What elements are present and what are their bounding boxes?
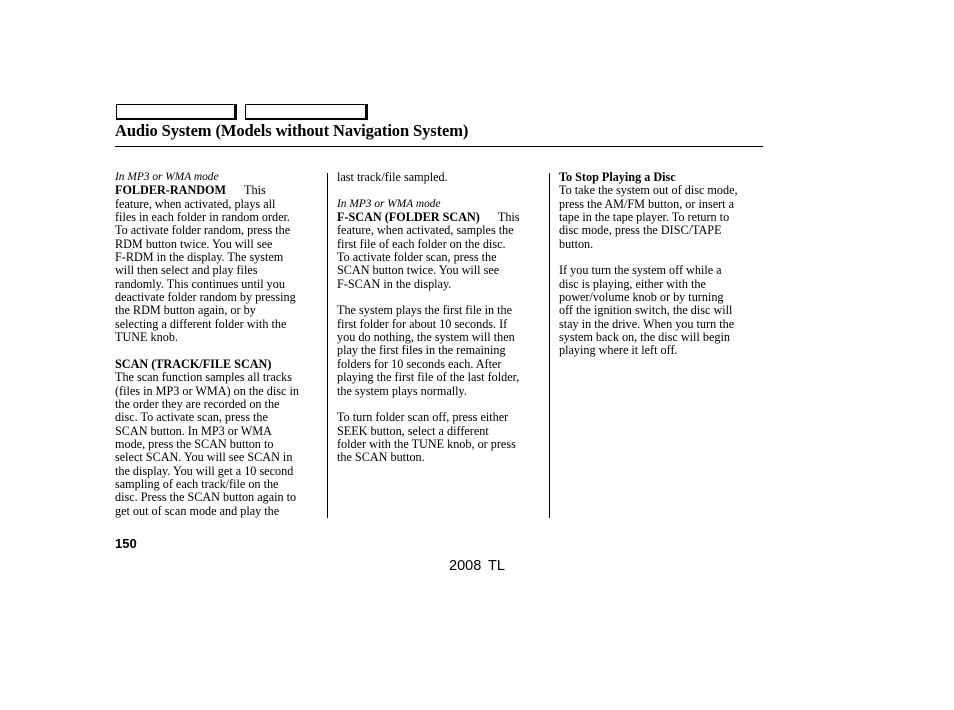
model-footer: 2008 TL: [449, 558, 505, 574]
text-line: last track/file sampled.: [337, 170, 448, 184]
paragraph-gap: [559, 251, 763, 264]
text-line: you do nothing, the system will then: [337, 330, 515, 345]
text-line: To turn folder scan off, press either: [337, 410, 509, 425]
heading-continuation: This: [497, 210, 520, 225]
column-divider-1: [327, 173, 328, 518]
text-line: folders for 10 seconds each. After: [337, 356, 502, 371]
section-heading: To Stop Playing a Disc: [559, 170, 676, 184]
text-line: disc is playing, either with the: [559, 276, 706, 291]
text-line: playing where it left off.: [559, 343, 678, 358]
text-line: F-SCAN in the display.: [337, 276, 452, 291]
text-line: To activate folder scan, press the: [337, 250, 497, 265]
text-line: get out of scan mode and play the: [115, 503, 280, 518]
text-line: stay in the drive. When you turn the: [559, 316, 735, 331]
text-line: SEEK button, select a different: [337, 423, 489, 438]
text-line: tape in the tape player. To return to: [559, 210, 730, 225]
text-line: power/volume knob or by turning: [559, 290, 724, 305]
text-line: feature, when activated, samples the: [337, 223, 514, 238]
column-divider-2: [549, 173, 550, 518]
paragraph-gap: [337, 398, 547, 411]
text-line: The system plays the first file in the: [337, 303, 512, 318]
text-line: TUNE knob.: [115, 330, 178, 345]
text-line: the order they are recorded on the: [115, 396, 280, 411]
page-title: Audio System (Models without Navigation System): [115, 121, 469, 140]
text-line: system back on, the disc will begin: [559, 330, 730, 345]
text-column-3: [559, 171, 763, 358]
paragraph-gap: [337, 184, 547, 197]
paragraph-gap: [115, 344, 325, 357]
text-line: The scan function samples all tracks: [115, 370, 292, 385]
text-line: select SCAN. You will see SCAN in: [115, 450, 293, 465]
text-line: To take the system out of disc mode,: [559, 183, 738, 198]
text-line: mode, press the SCAN button to: [115, 436, 274, 451]
text-line: If you turn the system off while a: [559, 263, 722, 278]
text-line: press the AM/FM button, or insert a: [559, 196, 735, 211]
text-line: disc mode, press the DISC/TAPE: [559, 223, 722, 238]
nav-tab-box-2[interactable]: [245, 104, 368, 120]
text-line: randomly. This continues until you: [115, 276, 285, 291]
text-line: deactivate folder random by pressing: [115, 290, 296, 305]
text-column-2: [337, 171, 547, 465]
text-line: RDM button twice. You will see: [115, 236, 273, 251]
text-line: off the ignition switch, the disc will: [559, 303, 733, 318]
paragraph-gap: [337, 291, 547, 304]
text-line: disc. To activate scan, press the: [115, 410, 268, 425]
text-column-1: [115, 171, 325, 518]
section-heading: F-SCAN (FOLDER SCAN) This: [337, 210, 520, 225]
text-line: the RDM button again, or by: [115, 303, 256, 318]
text-line: the system plays normally.: [337, 383, 467, 398]
text-line: files in each folder in random order.: [115, 210, 290, 225]
text-line: disc. Press the SCAN button again to: [115, 490, 297, 505]
text-line: the display. You will get a 10 second: [115, 463, 294, 478]
text-line: folder with the TUNE knob, or press: [337, 436, 516, 451]
text-line: will then select and play files: [115, 263, 258, 278]
text-line: first file of each folder on the disc.: [337, 236, 506, 251]
text-line: button.: [559, 236, 594, 251]
text-line: feature, when activated, plays all: [115, 196, 276, 211]
text-line: selecting a different folder with the: [115, 316, 287, 331]
heading-continuation: This: [244, 183, 266, 198]
section-heading: FOLDER-RANDOM This: [115, 183, 266, 198]
text-line: (files in MP3 or WMA) on the disc in: [115, 383, 299, 398]
nav-tab-box-1[interactable]: [116, 104, 237, 120]
text-line: playing the first file of the last folder,: [337, 370, 520, 385]
page-number: 150: [115, 536, 137, 551]
title-divider: [115, 146, 763, 147]
text-line: sampling of each track/file on the: [115, 476, 279, 491]
text-line: first folder for about 10 seconds. If: [337, 316, 508, 331]
mode-note: In MP3 or WMA mode: [337, 197, 441, 210]
text-line: To activate folder random, press the: [115, 223, 291, 238]
section-heading: SCAN (TRACK/FILE SCAN): [115, 356, 272, 371]
text-line: SCAN button. In MP3 or WMA: [115, 423, 272, 438]
text-line: F-RDM in the display. The system: [115, 250, 284, 265]
text-line: play the first files in the remaining: [337, 343, 506, 358]
mode-note: In MP3 or WMA mode: [115, 171, 219, 183]
text-line: the SCAN button.: [337, 450, 425, 465]
text-line: SCAN button twice. You will see: [337, 263, 500, 278]
